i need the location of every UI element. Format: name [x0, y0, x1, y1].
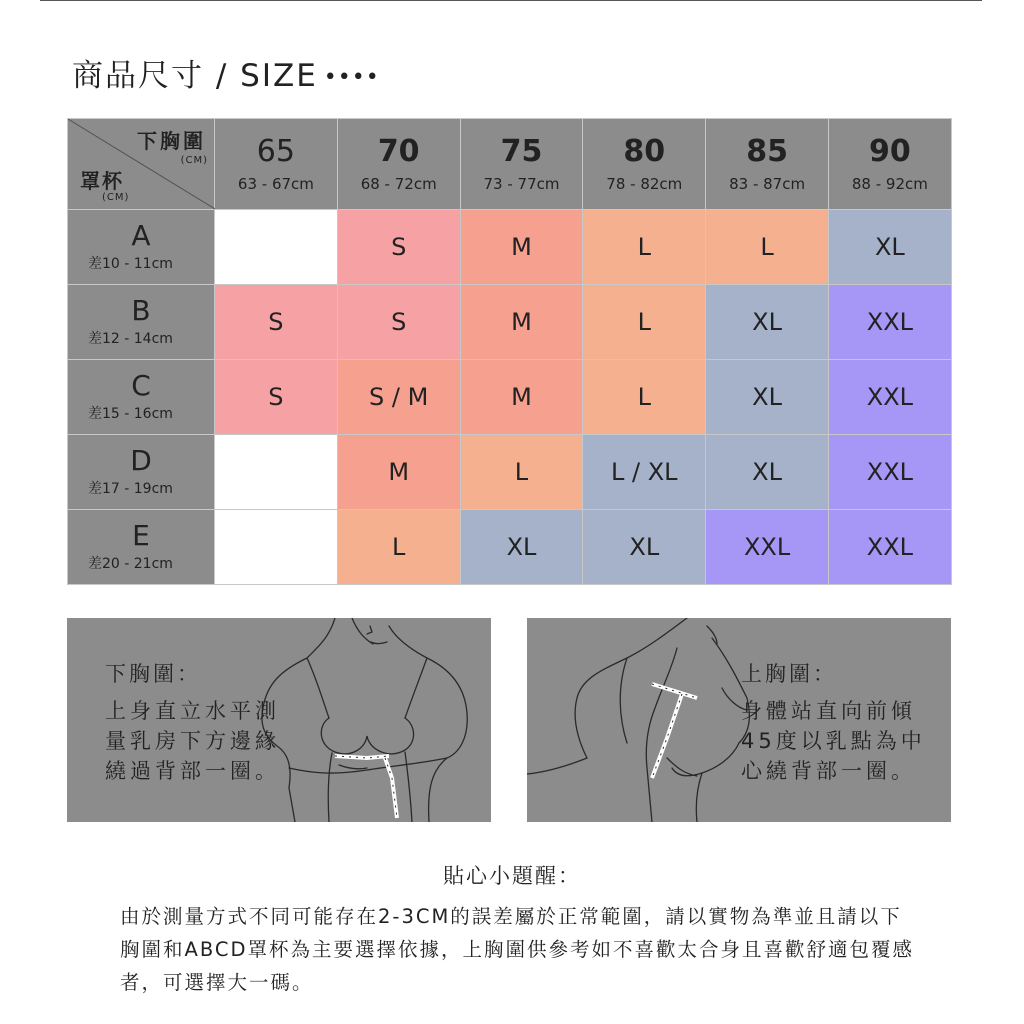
size-cell: L / XL	[583, 435, 706, 510]
size-cell: M	[460, 210, 583, 285]
size-cell: S	[215, 360, 338, 435]
band-number: 85	[746, 134, 788, 169]
size-cell: XL	[706, 360, 829, 435]
size-cell	[215, 210, 338, 285]
cup-difference: 差20 - 21cm	[88, 556, 173, 572]
size-cell: S	[215, 285, 338, 360]
cup-letter: D	[130, 444, 152, 477]
page-title	[72, 50, 380, 95]
cup-header-d	[68, 435, 215, 510]
band-header-row	[68, 119, 952, 210]
size-cell: XL	[583, 510, 706, 585]
cup-letter: C	[131, 369, 151, 402]
band-number: 75	[500, 134, 543, 169]
band-range: 78 - 82cm	[606, 175, 683, 193]
size-cell: L	[460, 435, 583, 510]
band-header-85	[706, 119, 829, 210]
overbust-measure-panel	[527, 618, 951, 822]
band-header-65	[215, 119, 338, 210]
underbust-title: 下胸圍：	[105, 662, 201, 686]
cup-header-b	[68, 285, 215, 360]
cup-difference: 差17 - 19cm	[88, 481, 173, 497]
size-cell: XL	[460, 510, 583, 585]
band-axis-label: 下胸圍	[137, 129, 206, 153]
size-cell: XL	[706, 285, 829, 360]
overbust-title: 上胸圍：	[741, 662, 837, 686]
size-table	[67, 118, 952, 585]
cup-letter: E	[132, 519, 150, 552]
title-dots: ••••	[323, 65, 380, 90]
table-corner	[68, 119, 215, 210]
size-cell: M	[337, 435, 460, 510]
cup-header-e	[68, 510, 215, 585]
table-row-cup-e	[68, 510, 952, 585]
band-header-90	[828, 119, 951, 210]
size-cell	[215, 510, 338, 585]
size-cell: L	[337, 510, 460, 585]
size-cell: XL	[828, 210, 951, 285]
size-cell: L	[706, 210, 829, 285]
band-number: 65	[256, 134, 295, 169]
band-axis-unit: (CM)	[180, 155, 208, 166]
size-cell: XL	[706, 435, 829, 510]
band-range: 63 - 67cm	[237, 175, 314, 193]
top-divider	[40, 0, 982, 1]
cup-letter: B	[131, 294, 151, 327]
size-cell: L	[583, 210, 706, 285]
cup-difference: 差15 - 16cm	[88, 406, 173, 422]
table-row-cup-d	[68, 435, 952, 510]
cup-header-a	[68, 210, 215, 285]
cup-axis-label: 罩杯	[80, 169, 124, 193]
size-cell: XXL	[828, 360, 951, 435]
cup-difference: 差12 - 14cm	[88, 331, 173, 347]
size-cell: S	[337, 285, 460, 360]
table-row-cup-a	[68, 210, 952, 285]
cup-difference: 差10 - 11cm	[88, 256, 173, 272]
cup-letter: A	[131, 219, 151, 252]
tip-title: 貼心小題醒：	[443, 864, 581, 888]
band-range: 83 - 87cm	[729, 175, 806, 193]
size-cell: M	[460, 360, 583, 435]
band-header-80	[583, 119, 706, 210]
overbust-instructions: 身體站直向前傾 45度以乳點為中 心繞背部一圈。	[741, 699, 926, 783]
band-range: 73 - 77cm	[483, 175, 560, 193]
band-header-70	[337, 119, 460, 210]
tip-text: 由於測量方式不同可能存在2-3CM的誤差屬於正常範圍，請以實物為準並且請以下胸圍和ABCD罩杯為主要選擇依據，上胸圍供參考如不喜歡太合身且喜歡舒適包覆感者，可選擇大一碼。	[120, 905, 915, 994]
size-cell: XXL	[828, 285, 951, 360]
size-cell: L	[583, 360, 706, 435]
size-cell: XXL	[706, 510, 829, 585]
band-range: 68 - 72cm	[360, 175, 437, 193]
size-cell	[215, 435, 338, 510]
title-text: 商品尺寸 / SIZE	[72, 58, 318, 94]
underbust-measure-panel	[67, 618, 491, 822]
size-cell: XXL	[828, 510, 951, 585]
cup-axis-unit: (CM)	[102, 192, 130, 203]
size-cell: M	[460, 285, 583, 360]
size-cell: XXL	[828, 435, 951, 510]
size-cell: S	[337, 210, 460, 285]
underbust-instructions: 上身直立水平測 量乳房下方邊緣 繞過背部一圈。	[105, 699, 280, 783]
band-number: 80	[623, 134, 666, 169]
band-number: 70	[377, 134, 420, 169]
table-row-cup-b	[68, 285, 952, 360]
cup-header-c	[68, 360, 215, 435]
size-cell: S / M	[337, 360, 460, 435]
band-number: 90	[869, 134, 911, 169]
band-header-75	[460, 119, 583, 210]
size-cell: L	[583, 285, 706, 360]
band-range: 88 - 92cm	[851, 175, 928, 193]
table-row-cup-c	[68, 360, 952, 435]
